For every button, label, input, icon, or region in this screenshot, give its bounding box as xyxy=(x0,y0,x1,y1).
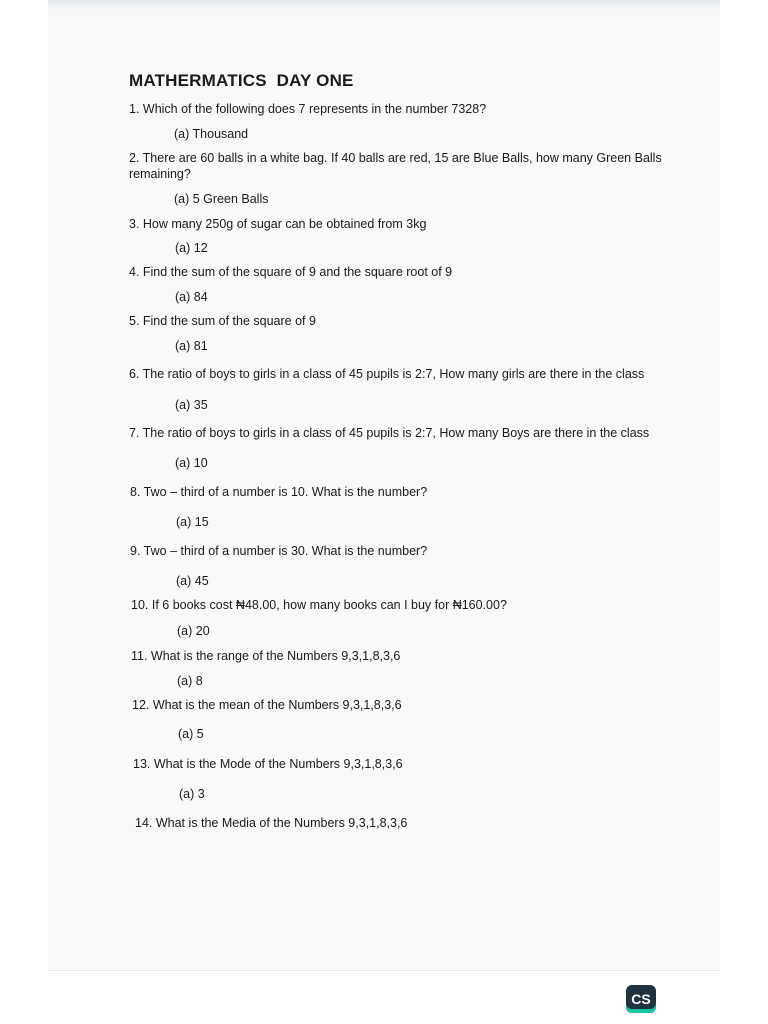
question-14: 14. What is the Media of the Numbers 9,3,1,8,3,6 xyxy=(135,816,408,830)
question-3: 3. How many 250g of sugar can be obtained from 3kg xyxy=(129,217,427,231)
camscanner-logo-icon: CS xyxy=(626,985,656,1013)
answer-9: (a) 45 xyxy=(176,574,209,588)
question-5: 5. Find the sum of the square of 9 xyxy=(129,314,316,328)
answer-12: (a) 5 xyxy=(178,727,204,741)
question-13: 13. What is the Mode of the Numbers 9,3,1,8,3,6 xyxy=(133,757,403,771)
answer-6: (a) 35 xyxy=(175,398,208,412)
answer-13: (a) 3 xyxy=(179,787,205,801)
question-10: 10. If 6 books cost ₦48.00, how many books can I buy for ₦160.00? xyxy=(131,598,507,612)
answer-5: (a) 81 xyxy=(175,339,208,353)
question-4: 4. Find the sum of the square of 9 and the square root of 9 xyxy=(129,265,453,279)
answer-4: (a) 84 xyxy=(175,290,208,304)
question-8: 8. Two – third of a number is 10. What is the number? xyxy=(130,485,428,499)
answer-7: (a) 10 xyxy=(175,456,208,470)
page-title: MATHERMATICS DAY ONE xyxy=(129,71,354,90)
question-6: 6. The ratio of boys to girls in a class of 45 pupils is 2:7, How many girls are there in the class xyxy=(129,367,645,381)
answer-10: (a) 20 xyxy=(177,624,210,638)
question-9: 9. Two – third of a number is 30. What is the number? xyxy=(130,544,428,558)
answer-11: (a) 8 xyxy=(177,674,203,688)
answer-3: (a) 12 xyxy=(175,241,208,255)
question-1: 1. Which of the following does 7 represents in the number 7328? xyxy=(129,102,487,116)
answer-1: (a) Thousand xyxy=(174,127,249,141)
scan-edge xyxy=(48,0,720,10)
question-2: 2. There are 60 balls in a white bag. If 40 balls are red, 15 are Blue Balls, how many Green Balls remaining? xyxy=(129,151,662,181)
answer-8: (a) 15 xyxy=(176,515,209,529)
question-11: 11. What is the range of the Numbers 9,3,1,8,3,6 xyxy=(131,649,401,663)
question-12: 12. What is the mean of the Numbers 9,3,1,8,3,6 xyxy=(132,698,402,712)
question-7: 7. The ratio of boys to girls in a class of 45 pupils is 2:7, How many Boys are there in the class xyxy=(129,426,650,440)
answer-2: (a) 5 Green Balls xyxy=(174,192,269,206)
